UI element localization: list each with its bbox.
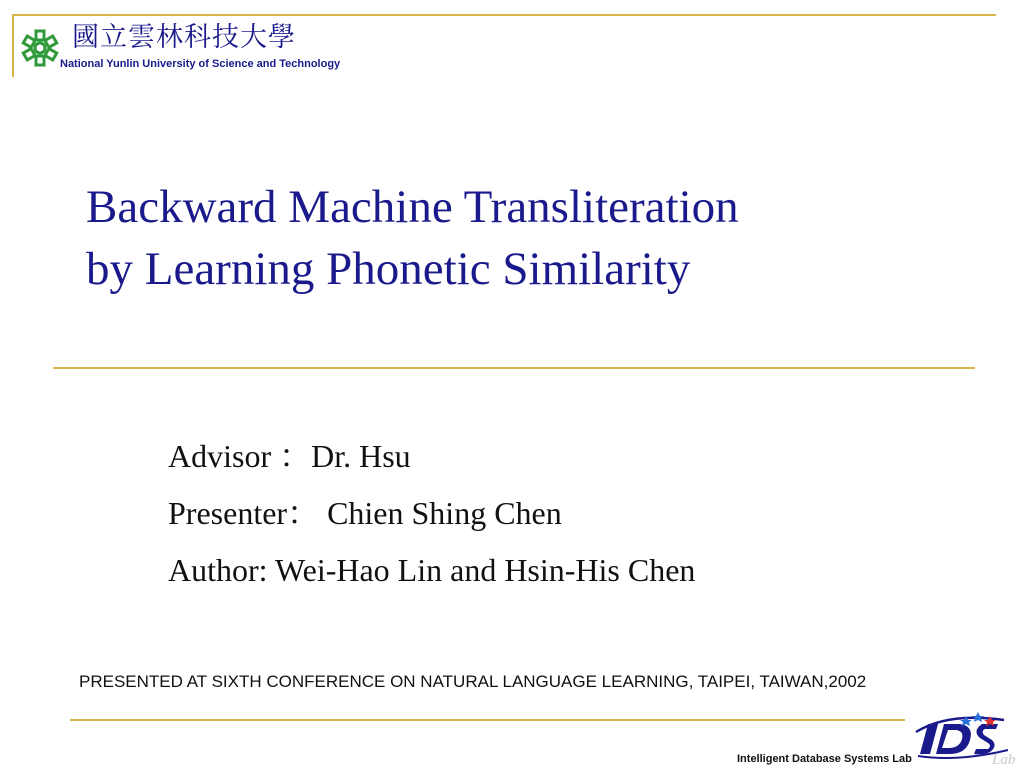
slide-title <box>86 176 739 300</box>
university-name-chinese: 國立雲林科技大學 <box>72 22 296 53</box>
title-divider <box>53 367 975 369</box>
footer-divider <box>70 719 905 721</box>
ids-lab-logo-icon <box>908 710 1020 766</box>
conference-note: PRESENTED AT SIXTH CONFERENCE ON NATURAL LANGUAGE LEARNING, TAIPEI, TAIWAN,2002 <box>79 672 867 691</box>
header-top-rule <box>12 14 996 16</box>
byline-list <box>168 428 695 599</box>
header-left-rule <box>12 14 14 77</box>
university-name-english: National Yunlin University of Science and Technology <box>60 58 341 70</box>
author-line: Author: Wei-Hao Lin and Hsin-His Chen <box>168 552 696 588</box>
university-emblem-icon <box>20 28 60 68</box>
slide-title-line-1: Backward Machine Transliteration <box>86 181 739 233</box>
presenter-line: Presenter： Chien Shing Chen <box>168 495 562 531</box>
advisor-line: Advisor ：Dr. Hsu <box>168 438 411 474</box>
slide-title-line-2: by Learning Phonetic Similarity <box>86 243 691 295</box>
lab-name: Intelligent Database Systems Lab <box>737 753 912 765</box>
svg-text:Lab: Lab <box>992 752 1016 766</box>
